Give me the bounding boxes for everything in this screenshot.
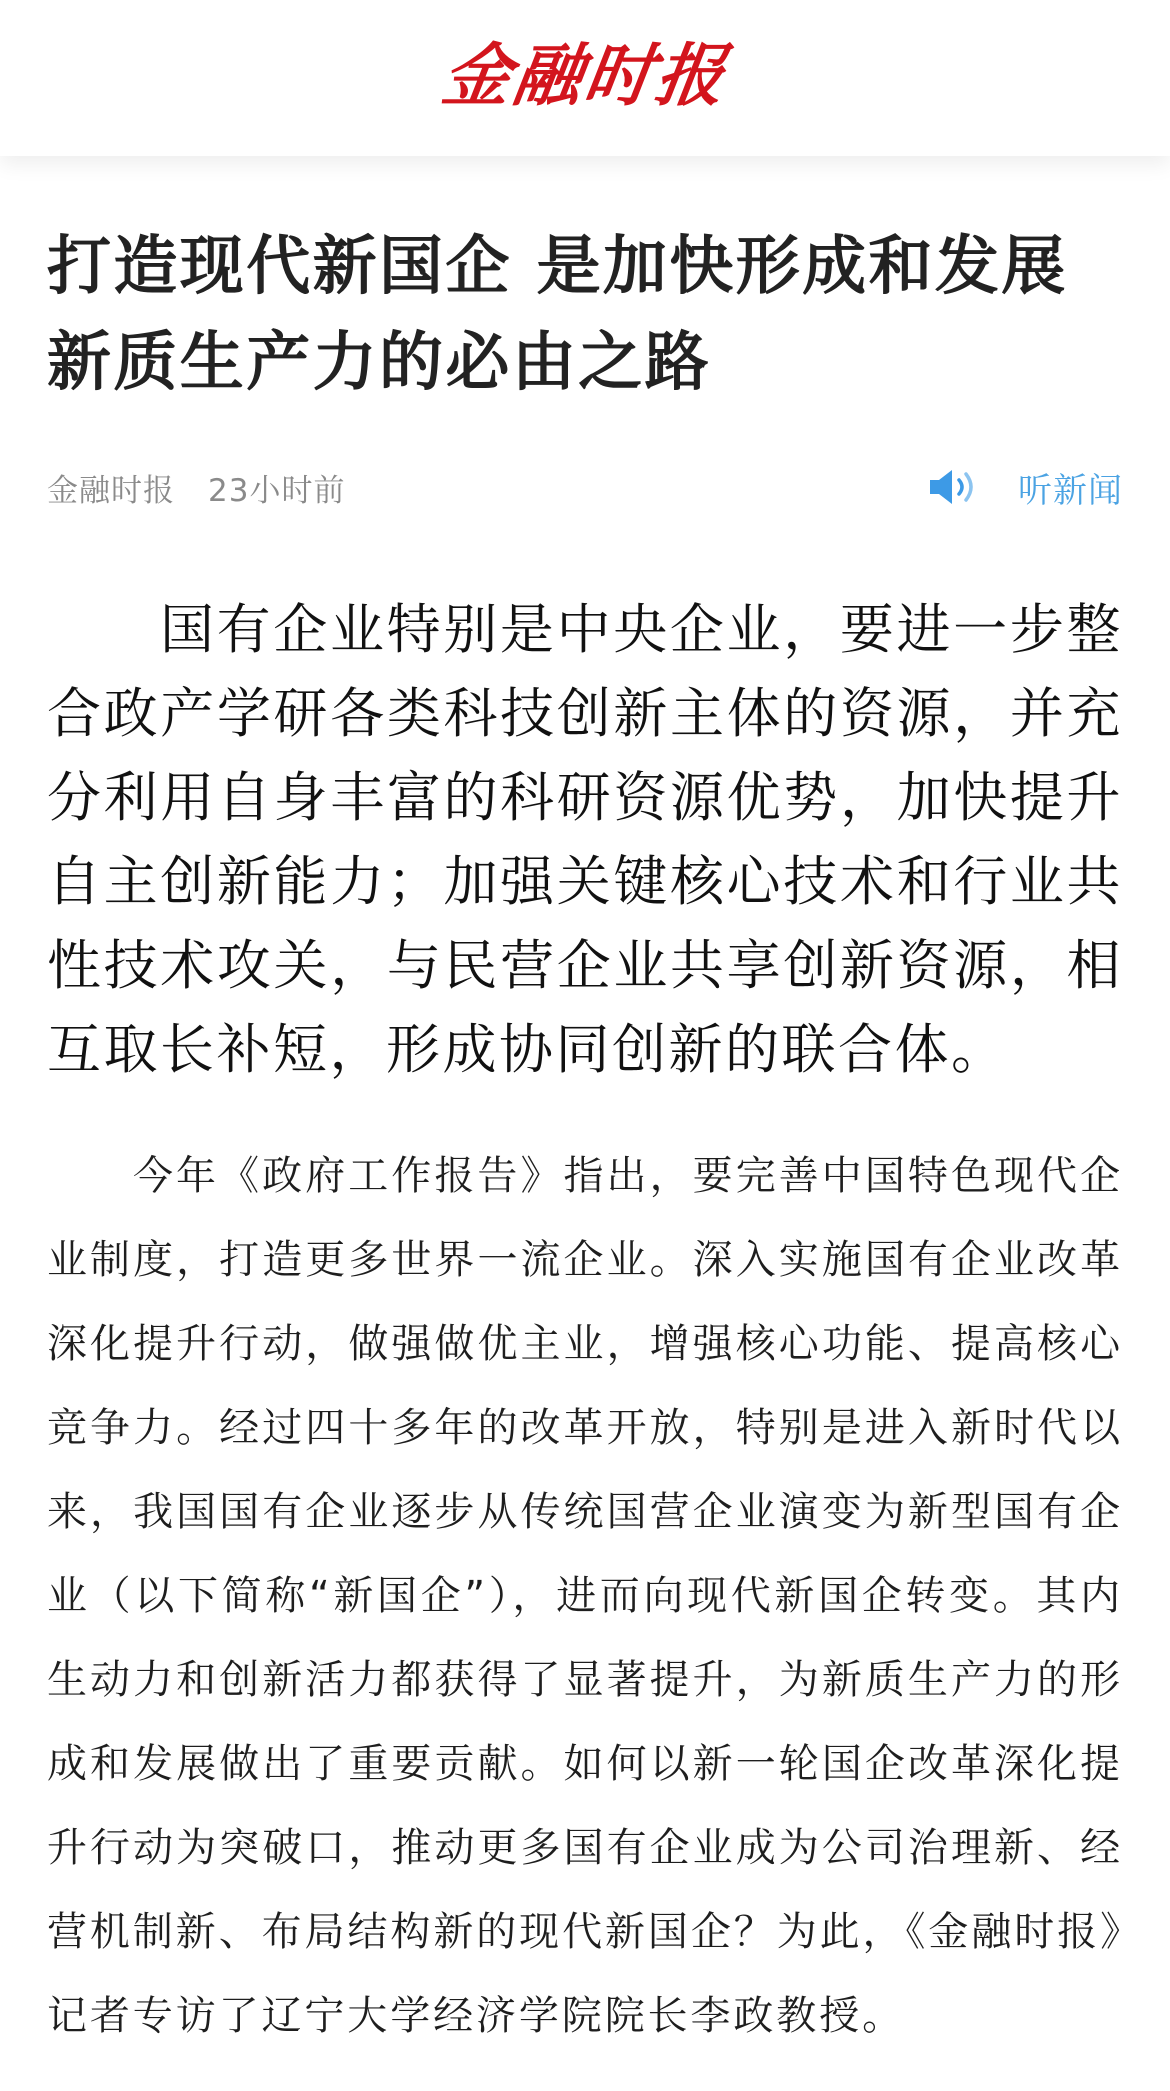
listen-news-label: 听新闻	[1018, 470, 1123, 511]
app-header	[0, 0, 1170, 156]
article	[0, 219, 1170, 2058]
article-source: 金融时报	[47, 472, 175, 509]
article-summary: 国有企业特别是中央企业，要进一步整合政产学研各类科技创新主体的资源，并充分利用自身丰富的科研资源优势，加快提升自主创新能力；加强关键核心技术和行业共性技术攻关，与民营企业共享创新资源，相互取长补短，形成协同创新的联合体。	[47, 598, 1123, 1081]
article-time: 23小时前	[208, 472, 346, 509]
article-title: 打造现代新国企 是加快形成和发展新质生产力的必由之路	[47, 230, 1068, 400]
speaker-icon	[927, 467, 982, 507]
article-paragraph: 今年《政府工作报告》指出，要完善中国特色现代企业制度，打造更多世界一流企业。深入实施国有企业改革深化提升行动，做强做优主业，增强核心功能、提高核心竞争力。经过四十多年的改革开放，特别是进入新时代以来，我国国有企业逐步从传统国营企业演变为新型国有企业（以下简称“新国企”），进而向现代新国企转变。其内生动力和创新活力都获得了显著提升，为新质生产力的形成和发展做出了重要贡献。如何以新一轮国企改革深化提升行动为突破口，推动更多国有企业成为公司治理新、经营机制新、布局结构新的现代新国企？为此，《金融时报》记者专访了辽宁大学经济学院院长李政教授。	[47, 1153, 1123, 2039]
listen-news-button[interactable]	[927, 463, 1123, 512]
brand-logo: 金融时报	[437, 36, 733, 116]
article-meta	[47, 467, 1123, 511]
